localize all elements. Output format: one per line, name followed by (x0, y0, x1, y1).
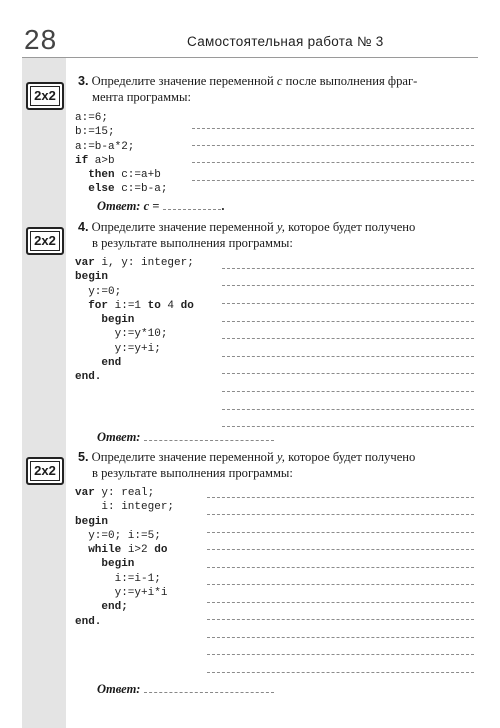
answer-end: . (221, 199, 225, 213)
task-text: которое будет получено (288, 450, 416, 464)
answer-label: Ответ: (97, 682, 141, 696)
code-line: b:=15; (75, 126, 115, 139)
answer-line (207, 602, 474, 603)
code-keyword: var (75, 257, 95, 269)
difficulty-badge: 2x2 (26, 82, 64, 110)
task-text: мента программы: (92, 90, 191, 104)
code-keyword: then (88, 169, 115, 182)
left-sidebar-strip (22, 58, 66, 728)
answer-label: Ответ: (97, 199, 141, 213)
task-5-answer (97, 682, 274, 697)
answer-line (222, 338, 474, 339)
code-line: i:=i-1; (114, 572, 161, 585)
answer-line (207, 497, 474, 498)
answer-line (192, 128, 474, 129)
code-line: i>2 (121, 544, 155, 557)
code-line: a:=6; (75, 112, 109, 124)
answer-line (222, 409, 474, 410)
code-line: i: integer; (101, 501, 175, 514)
task-text: Определите значение переменной (91, 220, 274, 234)
task-text: после выполнения фраг- (285, 74, 418, 88)
answer-line (222, 303, 474, 304)
task-text: Определите значение переменной (91, 450, 274, 464)
page-number: 28 (24, 24, 58, 55)
answer-line (207, 514, 474, 515)
task-4-code (75, 256, 194, 385)
code-line: a>b (88, 154, 115, 167)
answer-line (222, 391, 474, 392)
code-line: y:=0; i:=5; (88, 529, 161, 542)
code-line: c:=a+b (114, 169, 161, 182)
variable-name: y, (276, 220, 285, 234)
answer-blank (144, 683, 274, 693)
code-keyword: while (88, 544, 122, 557)
answer-label: Ответ: (97, 430, 141, 444)
difficulty-badge: 2x2 (26, 457, 64, 485)
header-divider (22, 57, 478, 58)
answer-line (207, 584, 474, 585)
answer-line (192, 162, 474, 163)
code-keyword: else (88, 183, 115, 196)
answer-line (207, 567, 474, 568)
code-keyword: begin (101, 314, 135, 327)
task-4-prompt (78, 219, 478, 251)
difficulty-badge: 2x2 (26, 227, 64, 255)
answer-line (222, 268, 474, 269)
code-line: y:=y+i*i (114, 587, 168, 600)
answer-line (207, 619, 474, 620)
code-keyword: begin (75, 515, 109, 528)
code-line: 4 (160, 299, 181, 312)
code-keyword: end (101, 357, 122, 370)
code-line: c:=b-a; (114, 183, 168, 196)
answer-line (207, 637, 474, 638)
page-header-title: Самостоятельная работа № 3 (187, 34, 384, 49)
task-4-answer (97, 430, 274, 445)
answer-line (207, 672, 474, 673)
task-5-code (75, 486, 174, 629)
task-number: 3. (78, 74, 89, 88)
code-keyword: end. (75, 615, 102, 628)
code-keyword: for (88, 299, 109, 312)
answer-line (222, 426, 474, 427)
answer-blank (163, 200, 221, 210)
answer-line (192, 145, 474, 146)
code-keyword: begin (101, 558, 135, 571)
code-line: y:=y+i; (114, 342, 161, 355)
task-text: в результате выполнения программы: (92, 466, 293, 480)
code-keyword: to (147, 299, 161, 312)
code-line: a:=b-a*2; (75, 140, 135, 153)
variable-name: y, (276, 450, 285, 464)
task-5-prompt (78, 449, 478, 481)
code-keyword: do (180, 299, 194, 312)
code-keyword: end. (75, 371, 102, 384)
code-line: y:=y*10; (114, 328, 168, 341)
code-keyword: if (75, 154, 89, 167)
task-text: в результате выполнения программы: (92, 236, 293, 250)
answer-line (222, 373, 474, 374)
task-3-code (75, 111, 167, 197)
code-keyword: var (75, 487, 95, 499)
task-text: которое будет получено (288, 220, 416, 234)
code-keyword: do (154, 544, 168, 557)
code-keyword: begin (75, 271, 109, 284)
variable-name: c (276, 74, 283, 88)
code-line: i, y: integer; (94, 257, 194, 269)
code-line: y: real; (94, 487, 155, 499)
answer-line (207, 549, 474, 550)
answer-line (222, 321, 474, 322)
task-number: 4. (78, 220, 89, 234)
answer-line (222, 285, 474, 286)
answer-line (192, 180, 474, 181)
answer-variable: c = (143, 199, 160, 213)
answer-line (207, 654, 474, 655)
code-line: y:=0; (88, 285, 122, 298)
answer-line (207, 532, 474, 533)
task-number: 5. (78, 450, 89, 464)
code-line: i:=1 (108, 299, 148, 312)
answer-blank (144, 431, 274, 441)
task-3-prompt (78, 73, 478, 105)
answer-line (222, 356, 474, 357)
code-keyword: end; (101, 601, 128, 614)
task-3-answer (97, 199, 225, 214)
task-text: Определите значение переменной (91, 74, 274, 88)
